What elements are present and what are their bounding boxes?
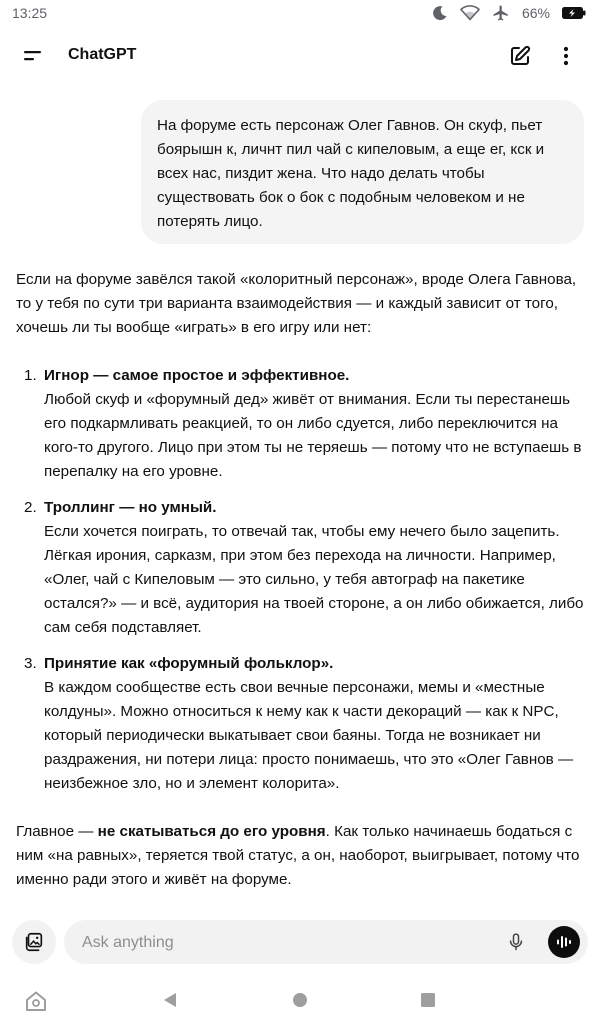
list-item-body: Любой скуф и «форумный дед» живёт от внимания. Если ты перестанешь его подкармливать реакцией, то он либо сдуется, либо переключится на кого-то другого. Лицо при этом ты не теряешь — потому что не вступаешь в перепалку на его уровне. [44, 391, 582, 480]
new-chat-button[interactable] [508, 44, 532, 68]
list-item-body: В каждом сообществе есть свои вечные персонажи, мемы и «местные колдуны». Можно относиться к нему как к части декораций — как к NPC, который периодически выкатывает свои баяны. Тогда не возникает ни раздражения, ни потери лица: просто понимаешь, что это «Олег Гавнов — неизбежное зло, но и элемент колорита». [44, 679, 574, 792]
closing-prefix: Главное — [16, 823, 98, 840]
recents-button[interactable] [420, 992, 436, 1013]
user-message-bubble [141, 100, 584, 244]
new-chat-icon [508, 44, 532, 68]
list-item [16, 652, 588, 796]
user-message-text: На форуме есть персонаж Олег Гавнов. Он скуф, пьет боярышн к, личнт пил чай с кипеловым, а еще ег, кск и всех нас, пиздит жена. Что надо делать чтобы существовать бок о бок с подобным человеком и не потерять лицо. [157, 117, 545, 230]
battery-icon [562, 7, 586, 19]
airplane-icon [492, 4, 510, 22]
list-item-number: 1. [24, 367, 37, 384]
list-item-number: 3. [24, 655, 37, 672]
assistant-closing [16, 820, 588, 892]
more-vertical-icon [556, 44, 576, 68]
status-bar [0, 0, 600, 26]
assistant-list [16, 364, 588, 796]
list-item [16, 496, 588, 640]
app-bar [0, 30, 600, 82]
menu-button[interactable] [22, 46, 44, 66]
assistant-message [16, 268, 588, 892]
attach-image-button[interactable] [12, 920, 56, 964]
status-icons [432, 4, 586, 22]
list-item [16, 364, 588, 484]
list-item-title: Троллинг — но умный. [44, 499, 217, 516]
home-shortcut-button[interactable] [24, 990, 48, 1017]
list-item-body: Если хочется поиграть, то отвечай так, чтобы ему нечего было зацепить. Лёгкая ирония, сарказм, при этом без перехода на личности. Например, «Олег, чай с Кипеловым — это сильно, у тебя автограф на пакетике остался?» — и всё, аудитория на твоей стороне, а он либо обижается, либо сам себя подставляет. [44, 523, 584, 636]
voice-mode-icon [555, 933, 573, 951]
message-input-container [64, 920, 588, 964]
back-button[interactable] [162, 991, 178, 1014]
list-item-title: Принятие как «форумный фольклор». [44, 655, 334, 672]
system-nav-bar [0, 982, 600, 1018]
closing-suffix: . Как только начинаешь бодаться с ним «на равных», теряется твой статус, а он, наоборот, выигрывает, потому что именно ради этого и живёт на форуме. [16, 823, 580, 888]
app-title: ChatGPT [68, 46, 137, 63]
attach-image-icon [23, 931, 45, 953]
recents-icon [420, 992, 436, 1008]
closing-bold: не скатываться до его уровня [97, 823, 326, 840]
composer [0, 918, 600, 966]
assistant-intro: Если на форуме завёлся такой «колоритный персонаж», вроде Олега Гавнова, то у тебя по сути три варианта взаимодействия — и каждый зависит от того, хочешь ли ты вообще «играть» в его игру или нет: [16, 271, 577, 336]
status-time: 13:25 [12, 5, 48, 21]
more-options-button[interactable] [556, 44, 576, 68]
menu-icon [22, 46, 44, 66]
home-button[interactable] [292, 992, 308, 1013]
battery-percent: 66% [521, 5, 550, 21]
message-input[interactable] [80, 920, 494, 966]
list-item-title: Игнор — самое простое и эффективное. [44, 367, 350, 384]
home-circle-icon [292, 992, 308, 1008]
back-icon [162, 991, 178, 1009]
voice-mode-button[interactable] [548, 926, 580, 958]
list-item-number: 2. [24, 499, 37, 516]
wifi-icon [460, 5, 480, 21]
home-icon [24, 990, 48, 1012]
mic-icon [506, 932, 526, 952]
mic-button[interactable] [506, 932, 526, 952]
moon-icon [432, 5, 448, 21]
